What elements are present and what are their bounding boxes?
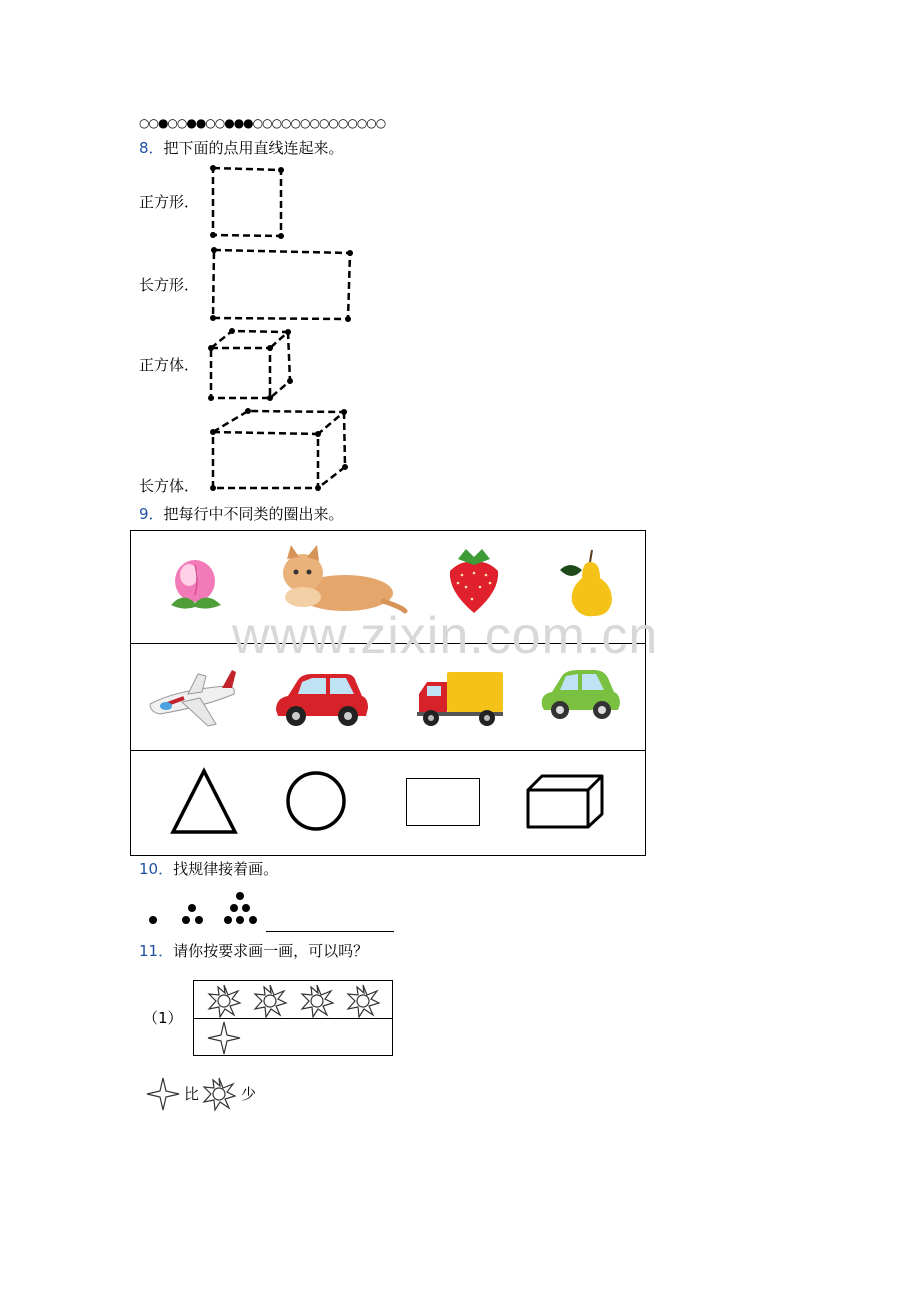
star-icon — [147, 1078, 179, 1110]
sun-icon — [209, 985, 240, 1017]
question-text: 找规律接着画。 — [173, 860, 279, 878]
sun-icon — [302, 985, 333, 1017]
sub-question-label: （1） — [143, 1009, 183, 1027]
sun-icon — [204, 1078, 235, 1110]
question-text: 把下面的点用直线连起来。 — [163, 139, 344, 157]
label-rectangle: 长方形． — [139, 276, 200, 294]
question-text: 把每行中不同类的圈出来。 — [163, 505, 344, 523]
sun-icon — [348, 985, 379, 1017]
question-number: 10． — [139, 860, 174, 878]
compare-text-than: 比 — [184, 1085, 200, 1103]
compare-text-less: 少 — [241, 1085, 257, 1103]
question-number: 8． — [139, 139, 164, 157]
question-text: 请你按要求画一画，可以吗？ — [173, 942, 369, 960]
watermark: www.zixin.com.cn — [232, 607, 659, 665]
star-icon — [208, 1022, 240, 1054]
question-number: 11． — [139, 942, 174, 960]
dot-pattern-row: ○○●○○●●○○●●●○○○○○○○○○○○○○○ — [139, 116, 386, 130]
label-cuboid: 长方体． — [139, 477, 200, 495]
label-cube: 正方体． — [139, 356, 200, 374]
label-square: 正方形． — [139, 193, 200, 211]
question-number: 9． — [139, 505, 164, 523]
sun-icon — [255, 985, 286, 1017]
